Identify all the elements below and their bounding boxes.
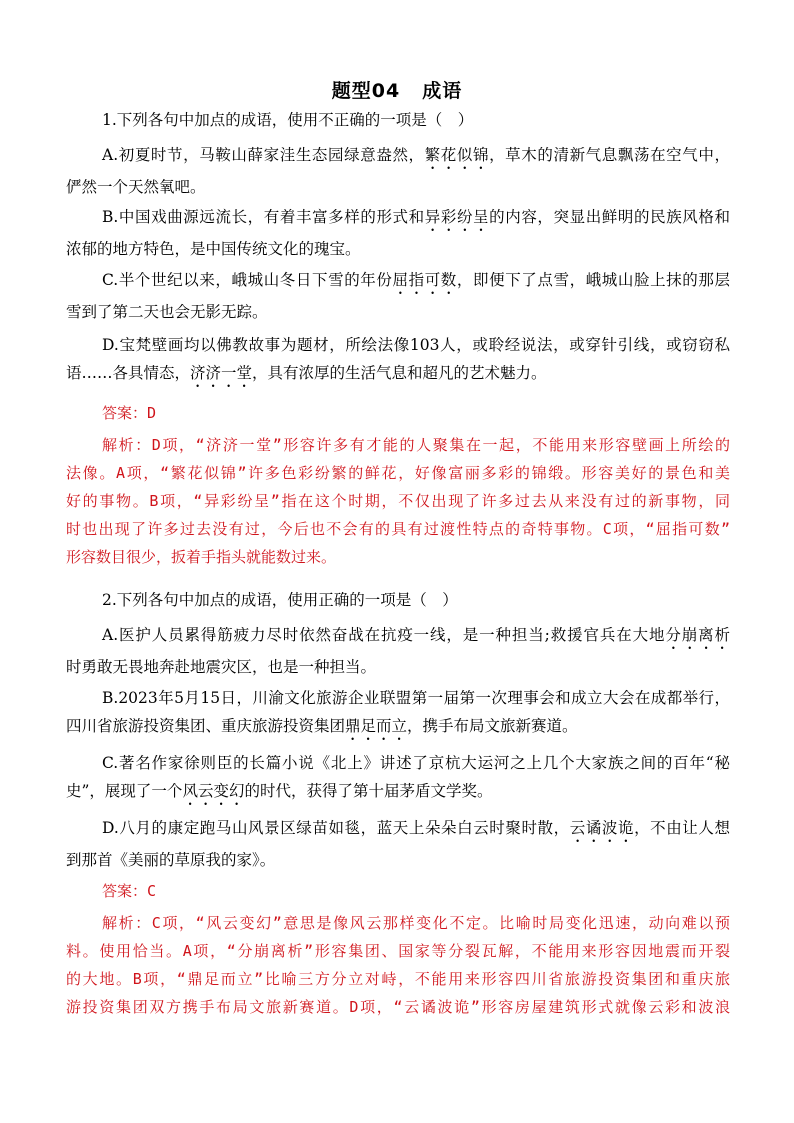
q2-analysis: 解析：C项，“风云变幻”意思是像风云那样变化不定。比喻时局变化迅速，动向难以预 料。使用恰当。A项，“分崩离析”形容集团、国家等分裂瓦解，不能用来形容因地震而开裂 的大地。B项，“鼎足而立”比喻三方分立对峙，不能用来形容四川省旅游投资集团和重庆旅 游投资集团双方携手布局文旅新赛道。D项，“云谲波诡”形容房屋建筑形式就像云彩和波浪	[66, 914, 730, 1016]
q1-answer: 答案：D	[102, 404, 157, 422]
emphasized-idiom: 云谲波诡	[569, 819, 635, 837]
q2-option-c: C.著名作家徐则臣的长篇小说《北上》讲述了京杭大运河之上几个大家族之间的百年“秘 史”，展现了一个风云变幻的时代，获得了第十届茅盾文学奖。	[66, 754, 730, 800]
q2-stem: 2.下列各句中加点的成语，使用正确的一项是（ ）	[102, 591, 458, 609]
emphasized-idiom: 分崩离析	[665, 626, 730, 644]
title-main: 题型04	[331, 80, 401, 102]
q1-stem: 1.下列各句中加点的成语，使用不正确的一项是（ ）	[102, 111, 474, 129]
q1-option-a: A.初夏时节，马鞍山薛家洼生态园绿意盎然，繁花似锦，草木的清新气息飘荡在空气中， 俨然一个天然氧吧。	[66, 146, 730, 196]
emphasized-idiom: 风云变幻	[182, 782, 245, 800]
emphasized-idiom: 繁花似锦	[424, 146, 490, 164]
emphasized-idiom: 屈指可数	[392, 271, 457, 289]
question-1	[66, 106, 730, 134]
q2-option-a: A.医护人员累得筋疲力尽时依然奋战在抗疫一线，是一种担当;救援官兵在大地分崩离析 时勇敢无畏地奔赴地震灾区，也是一种担当。	[66, 626, 730, 676]
q2-option-b: B.2023年5月15日，川渝文化旅游企业联盟第一届第一次理事会和成立大会在成都举行， 四川省旅游投资集团、重庆旅游投资集团鼎足而立，携手布局文旅新赛道。	[66, 689, 730, 735]
emphasized-idiom: 异彩纷呈	[424, 208, 490, 226]
emphasized-idiom: 鼎足而立	[345, 717, 408, 735]
q1-analysis: 解析：D项，“济济一堂”形容许多有才能的人聚集在一起，不能用来形容壁画上所绘的 法像。A项，“繁花似锦”许多色彩纷繁的鲜花，好像富丽多彩的锦缎。形容美好的景色和美 好的事物。B项，“异彩纷呈”指在这个时期，不仅出现了许多过去从来没有过的新事物，同 时也出现了许多过去没有过，今后也不会有的具有过渡性特点的奇特事物。C项，“屈指可数” 形容数目很少，扳着手指头就能数过来。	[66, 436, 730, 566]
q1-option-b: B.中国戏曲源远流长，有着丰富多样的形式和异彩纷呈的内容，突显出鲜明的民族风格和 浓郁的地方特色，是中国传统文化的瑰宝。	[66, 208, 730, 258]
q2-option-d: D.八月的康定跑马山风景区绿苗如毯，蓝天上朵朵白云时聚时散，云谲波诡，不由让人想 到那首《美丽的草原我的家》。	[66, 819, 730, 869]
q1-option-d: D.宝梵壁画均以佛教故事为题材，所绘法像103人，或聆经说法，或穿针引线，或窃窃私 语……各具情态，济济一堂，具有浓厚的生活气息和超凡的艺术魅力。	[66, 336, 730, 382]
q1-option-c: C.半个世纪以来，峨城山冬日下雪的年份屈指可数，即便下了点雪，峨城山脸上抹的那层 雪到了第二天也会无影无踪。	[66, 271, 730, 321]
q2-answer: 答案：C	[102, 882, 157, 900]
title-sub: 成语	[422, 80, 463, 102]
emphasized-idiom: 济济一堂	[190, 364, 253, 382]
question-2	[66, 586, 730, 614]
page-title	[0, 76, 794, 103]
